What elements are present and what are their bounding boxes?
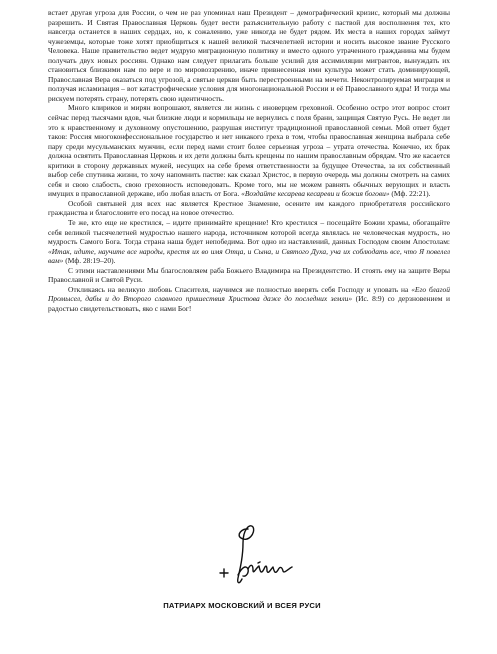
paragraph-baptism-text: Те же, кто еще не крестился, – идите принимайте крещение! Кто крестился – посещайте Божии храмы, обогащайте себя великой тысячелетней мудростью нашего народа, источником которой всегда являлась не человеческая мудрость, но мудрость Самого Бога. Тогда страна наша будет непобедима. Вот одно из наставлений, данных Господом своим Апостолам: (48, 218, 450, 247)
paragraph-conclusion-text-a: Откликаясь на великую любовь Спасителя, научимся же полностью вверять себя Господу и уповать на (68, 284, 412, 294)
paragraph-marriage-text: Много клириков и мирян вопрошают, является ли жизнь с иноверцем греховной. Особенно остро этот вопрос стоит сейчас перед тысячами вдов, чьи близкие люди и кормильцы не вернулись с поля брани, защищая Святую Русь. Не ведет ли это к нравственному и духовному опустошению, разрушая институт традиционной православной семьи. Мой ответ будет таков: Россия многоконфессиональное государство и нет никакого греха в том, чтобы православная женщина выбрала себе пару среди мусульманских мужчин, если перед нами стоит более серьезная угроза – утрата отечества. Конечно, их брак должна освятить Православная Церковь и их дети должны быть крещены по нашим православным обрядам. Что же касается критики в сторону державных мужей, несущих на себе бремя ответственности за будущее Отечества, за их собственный выбор себе спутника жизни, то хочу напомнить пастве: как сказал Христос, в первую очередь мы должны смотреть на самих себя и свою слабость, свою греховность исповедовать. Кроме того, мы не можем равнять обычных верующих и власть имущих в православной державе, ибо любая власть от Бога. (48, 103, 450, 199)
quote-great-commission: «Итак, идите, научите все народы, крестя их во имя Отца, и Сына, и Святого Духа, уча их соблюдать все, что Я повелел вам» (48, 246, 450, 266)
paragraph-blessing: С этими наставлениями Мы благословляем раба Божьего Владимира на Президентство. И стоять ему на защите Веры Православной и Святой Руси. (48, 265, 450, 285)
paragraph-marriage (48, 103, 450, 198)
quote-caesar: «Воздайте кесарева кесареви и божия богови» (241, 189, 390, 199)
paragraph-conclusion-text-b: (Ис. 8:9) со дерзновением и радостью свидетельствовать, яко с нами Бог! (48, 294, 450, 313)
quote-great-commission-reference: (Мф. 28:19–20). (63, 256, 116, 266)
quote-providence: «Его благой Промысел, дабы и до Второго славного пришествия Христова даже до последних земли» (48, 284, 450, 304)
paragraph-conclusion (48, 285, 450, 314)
letter-body (48, 8, 450, 314)
handwritten-signature-icon (212, 523, 302, 589)
paragraph-baptism (48, 218, 450, 266)
quote-caesar-reference: (Мф. 22:21). (389, 189, 431, 199)
paragraph-sign-of-cross: Особой святыней для всех нас является Крестное Знамение, осените им каждого приобретателя российского гражданства и благословите его посад на новое отечество. (48, 198, 450, 218)
signatory-title: ПАТРИАРХ МОСКОВСКИЙ И ВСЕЯ РУСИ (163, 601, 321, 610)
paragraph-demography: встает другая угроза для России, о чем не раз упоминал наш Президент – демографический кризис, который мы должны разрешить. И Святая Православная Церковь будет вести разъяснительную работу с паствой для восполнения тех, кто навсегда останется в наших сердцах, но, к сожалению, уже никогда не будет рядом. Их места в наших городах займут чужеземцы, которые тоже хотят приобщиться к нашей великой тысячелетней истории и носить высокое звание Русского Человека. Наше правительство ведет мудрую миграционную политику и вместо одного утраченного гражданина мы будем получать двух новых россиян. Однако нам следует прилагать больше усилий для ассимиляции мигрантов, вынуждать их становиться близкими нам по вере и по мировоззрению, иначе привнесенная ими культура может стать доминирующей, Православная Вера оказаться под угрозой, а святые церкви быть перестроенными на мечети. Неконтролируемая миграция и ползучая исламизация – вот катастрофические условия для многонациональной России и её Православного ядра! И тогда мы рискуем потерять страну, потерять свою идентичность. (48, 8, 450, 103)
